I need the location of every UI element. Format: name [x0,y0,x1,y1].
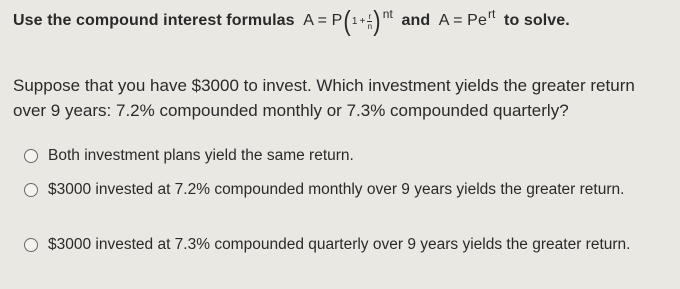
formula1-plus: + [359,15,366,27]
close-paren: ) [373,4,381,36]
formula1-exponent: nt [382,7,393,21]
answer-option-1[interactable] [24,144,658,168]
open-paren: ( [343,4,351,36]
instruction-prefix: Use the compound interest formulas [13,12,300,29]
instruction-middle: and [396,12,435,29]
continuous-interest-formula [438,7,496,30]
answer-option-text: $3000 invested at 7.3% compounded quarterly over 9 years yields the greater return. [48,236,631,253]
radio-button[interactable] [24,149,38,163]
formula1-lhs: A = P [303,12,343,29]
question-text [13,73,673,123]
answer-option-2[interactable] [24,178,658,202]
answer-option-text: Both investment plans yield the same return. [48,147,354,164]
answer-option-3[interactable] [24,233,658,257]
fraction-numerator: r [368,11,372,21]
compound-interest-formula [303,4,393,36]
radio-button[interactable] [24,238,38,252]
fraction-denominator: n [367,21,373,31]
formula1-one: 1 [351,15,358,27]
formula1-inner [352,12,372,31]
instruction-suffix: to solve. [499,12,570,29]
answer-option-text: $3000 invested at 7.2% compounded monthly over 9 years yields the greater return. [48,181,625,198]
rate-fraction [367,12,372,31]
instruction-line [13,4,570,36]
question-line-1: Suppose that you have $3000 to invest. Which investment yields the greater return [13,76,635,95]
radio-button[interactable] [24,183,38,197]
question-line-2: over 9 years: 7.2% compounded monthly or 7.3% compounded quarterly? [13,101,569,120]
formula2-lhs: A = Pe [438,12,487,29]
formula2-exponent: rt [487,7,496,21]
